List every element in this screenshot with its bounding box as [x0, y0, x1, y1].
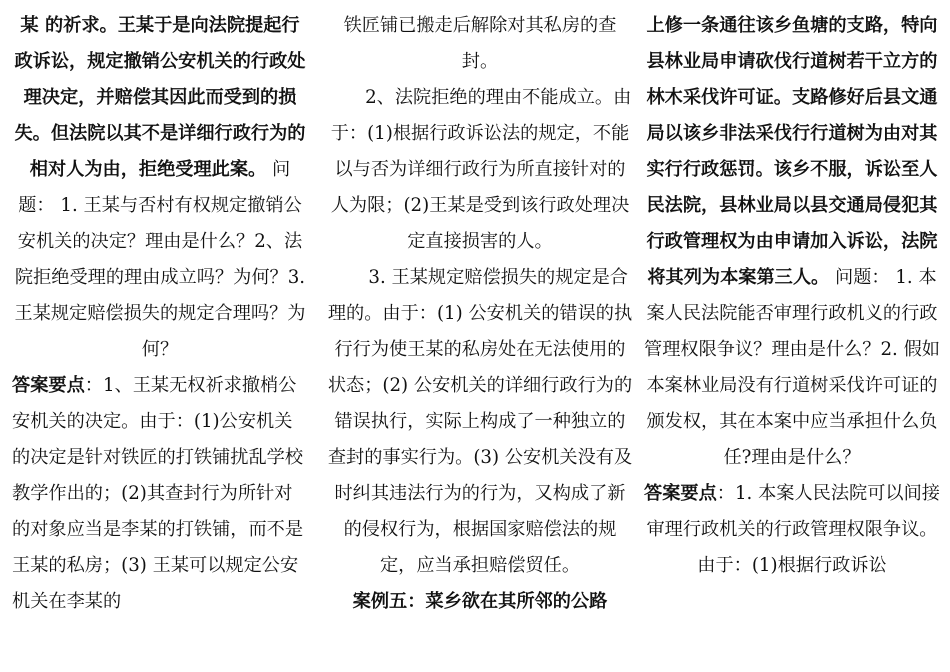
body-text: 铁匠铺已搬走后解除对其私房的查封。: [343, 15, 617, 72]
text-column-1: [12, 8, 308, 620]
bold-text: 上修一条通往该乡鱼塘的支路，特向县林业局申请砍伐行道树若干立方的林木采伐许可证。支路修好后县文通局以该乡非法采伐行行道树为由对其实行行政惩罚。该乡不服，诉讼至人民法院，县林业局以县交通局侵犯其行政管理权为由申请加入诉讼，法院将其列为本案第三人。: [646, 15, 938, 288]
paragraph: [12, 368, 308, 620]
paragraph: [326, 260, 634, 584]
body-text: 2、法院拒绝的理由不能成立。由于：(1)根据行政诉讼法的规定，不能以与否为详细行政行为所直接针对的人为限；(2)王某是受到该行政处理决定直接损害的人。: [330, 87, 632, 252]
body-text: 3. 王某规定赔偿损失的规定是合理的。由于：(1) 公安机关的错误的执行行为使王某的私房处在无法使用的状态；(2) 公安机关的详细行政行为的错误执行，实际上构成了一种独立的查封的事实行为。(3) 公安机关没有及时纠其违法行为的行为，又构成了新的侵权行为，根据国家赔偿法的规定，应当承担赔偿贸任。: [327, 267, 633, 576]
body-text: 问题： 1. 本案人民法院能否审理行政机义的行政管理权限争议？理由是什么？2. 假如本案林业局没有行道树采伐许可证的颁发权，其在本案中应当承担什么负任?理由是什么？: [644, 267, 940, 468]
answer-heading: 答案要点: [12, 375, 85, 396]
body-text: 问题： 1. 王某与否村有权规定撤销公安机关的决定？理由是什么？2、法院拒绝受理的理由成立吗？为何？3. 王某规定赔偿损失的规定合理吗？为何？: [14, 159, 306, 360]
paragraph: [326, 80, 634, 260]
paragraph: [326, 584, 634, 620]
bold-text: 某 的祈求。王某于是向法院提起行政诉讼，规定撤销公安机关的行政处理决定，并赔偿其因此而受到的损失。但法院以其不是详细行政行为的相对人为由，拒绝受理此案。: [14, 15, 306, 180]
paragraph: [644, 8, 940, 476]
body-text: ：1. 本案人民法院可以间接审理行政机关的行政管理权限争议。由于：(1)根据行政诉讼: [646, 483, 940, 576]
paragraph: [644, 476, 940, 584]
case-heading: 案例五：菜乡欲在其所邻的公路: [352, 591, 608, 612]
answer-heading: 答案要点: [644, 483, 717, 504]
body-text: ：1、王某无权祈求撤梢公安机关的决定。由于：(1)公安机关的决定是针对铁匠的打铁铺扰乱学校教学作出的；(2)其查封行为所针对的对象应当是李某的打铁铺，而不是王某的私房；(3) 王某可以规定公安机关在李某的: [12, 375, 304, 612]
paragraph: [12, 8, 308, 368]
text-column-2: [326, 8, 634, 620]
paragraph: [326, 8, 634, 80]
text-column-3: [644, 8, 940, 584]
